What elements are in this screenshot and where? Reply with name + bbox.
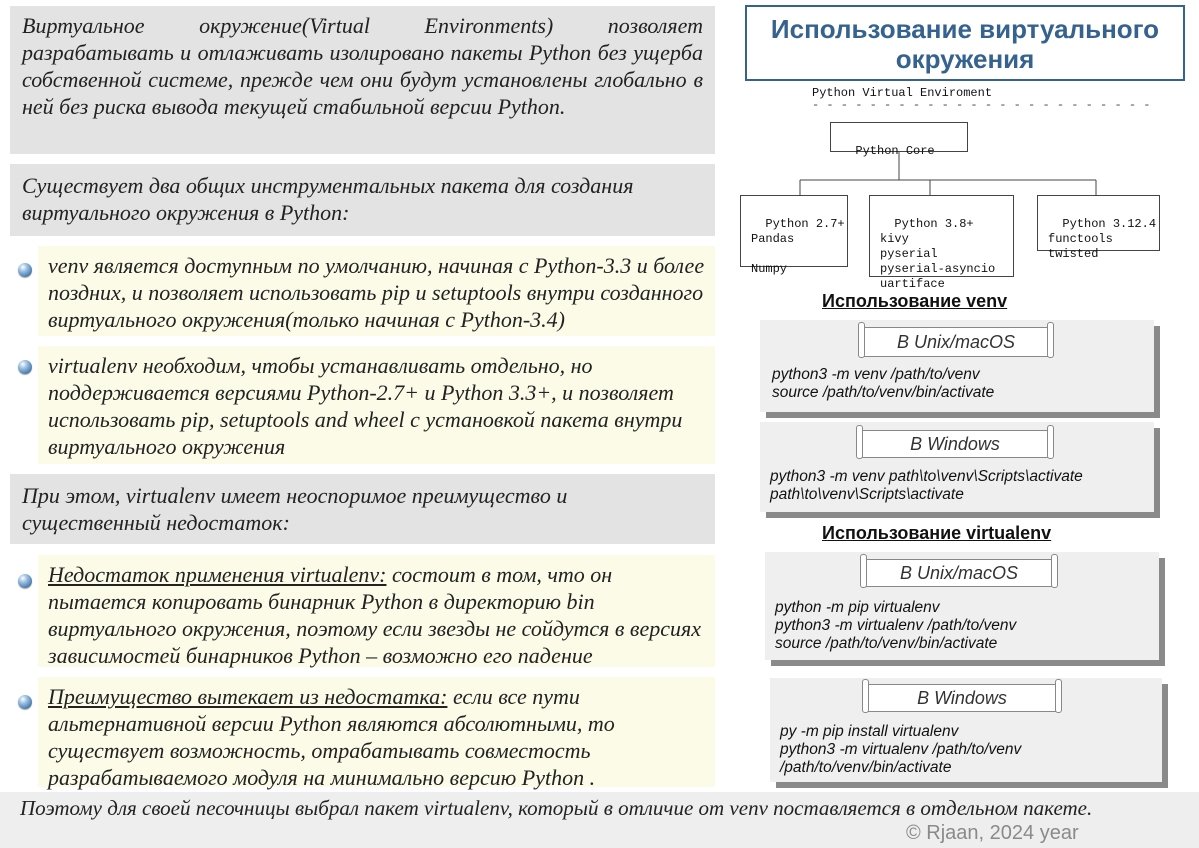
virtualenv-unix-label: B Unix/macOS [899, 563, 1019, 583]
virtualenv-windows-code: py -m pip install virtualenv python3 -m virtualenv /path/to/venv /path/to/venv/bin/activate [780, 723, 1022, 776]
venv-windows-label: B Windows [910, 434, 1000, 454]
python27-box [740, 195, 848, 276]
copyright: © Rjaan, 2024 year [906, 822, 1079, 844]
advantage-text: если все пути альтернативной версии Python являются абсолютными, то существует возможность, отрабатывать совместость разрабатываемого модуля на минимально версию Python . [48, 684, 615, 790]
python38-label: Python 3.8+ kivy pyserial pyserial-asyncio uartiface [880, 217, 996, 291]
virtualenv-windows-label: B Windows [917, 688, 1007, 708]
pros-cons-intro-text: При этом, virtualenv имеет неоспоримое преимущество и существенный недостаток: [22, 483, 568, 535]
python38-box [869, 195, 1014, 291]
python27-label: Python 2.7+ Pandas Numpy [751, 217, 845, 276]
venv-unix-label: B Unix/macOS [896, 332, 1016, 352]
venv-item-text: venv является доступным по умолчанию, начиная с Python-3.3 и более поздних, и позволяет использовать pip и setuptools внутри созданного виртуального окружения(только начиная с Python-3.4) [48, 253, 705, 332]
virtualenv-unix-scroll [862, 559, 1056, 587]
diagram-caption: Python Virtual Enviroment [812, 86, 993, 100]
drawback-text: состоит в том, что он пытается копировать бинарник Python в директорию bin виртуального окружения, поэтому если звезды не сойдутся в версиях зависимостей бинарников Python – возможно его падение [48, 562, 701, 668]
tools-intro-text: Существует два общих инструментальных пакета для создания виртуального окружения в Python: [22, 173, 634, 225]
venv-windows-scroll [858, 430, 1052, 458]
venv-windows-code: python3 -m venv path\to\venv\Scripts\activate path\to\venv\Scripts\activate [770, 468, 1083, 503]
python312-box [1037, 195, 1160, 261]
conclusion-text: Поэтому для своей песочницы выбрал пакет virtualenv, который в отличие от venv поставляется в отдельном пакете. [20, 796, 1093, 820]
slide-title-text: Использование виртуального окружения [770, 14, 1160, 74]
advantage-title: Преимущество вытекает из недостатка: [48, 684, 448, 709]
venv-unix-scroll [860, 327, 1052, 357]
caption-dashes: - - - - - - - - - - - - - - - - - - - - - - - - [812, 98, 1151, 112]
python312-label: Python 3.12.4 functools twisted [1048, 217, 1157, 261]
virtualenv-windows-scroll [864, 684, 1060, 712]
intro-text: Виртуальное окружение(Virtual Environments) позволяет разрабатывать и отлаживать изолировано пакеты Python без ущерба собственной системе, прежде чем они будут установлены глобально в ней без риска вывода текущей стабильной версии Python. [22, 13, 703, 119]
venv-heading: Использование venv [822, 291, 1008, 311]
virtualenv-unix-code: python -m pip virtualenv python3 -m virtualenv /path/to/venv source /path/to/venv/bin/activate [775, 599, 1017, 652]
virtualenv-heading: Использование virtualenv [822, 523, 1052, 543]
venv-unix-code: python3 -m venv /path/to/venv source /path/to/venv/bin/activate [772, 366, 995, 401]
drawback-title: Недостаток применения virtualenv: [48, 562, 387, 587]
python-core-label: Python Core [855, 144, 935, 158]
virtualenv-item-text: virtualenv необходим, чтобы устанавливать отдельно, но поддерживается версиями Python-2.7+ и Python 3.3+, и позволяет использовать pip, setuptools and wheel с установкой пакета внутри виртуального окружения [48, 353, 683, 459]
